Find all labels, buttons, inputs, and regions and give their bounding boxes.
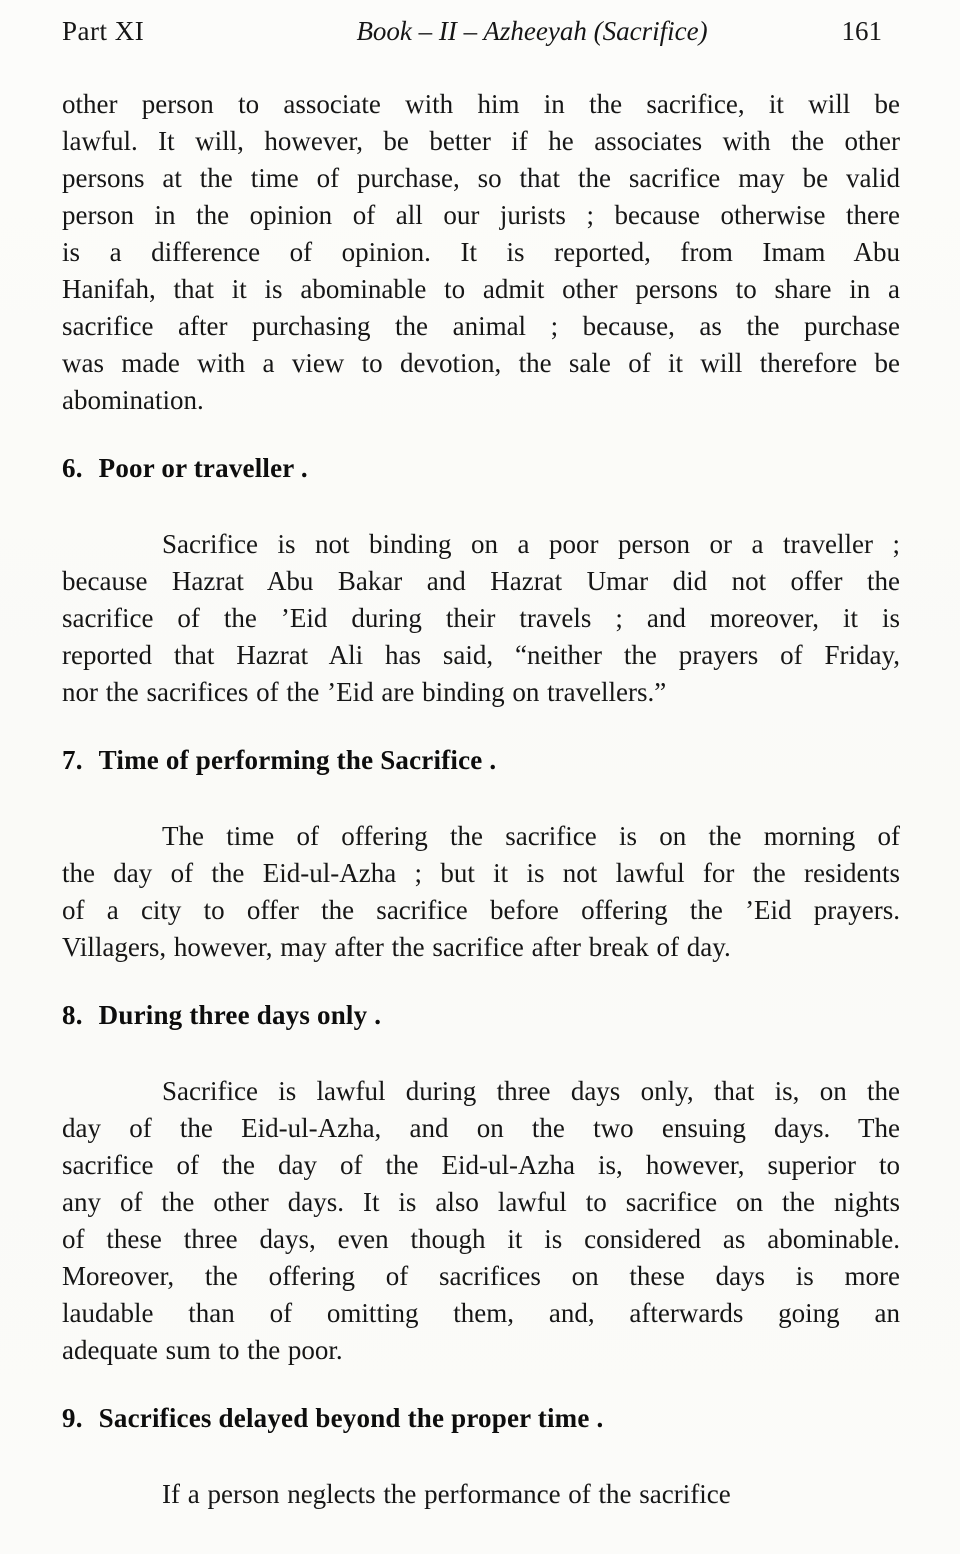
paragraph xyxy=(62,526,900,711)
text-line: Moreover, the offering of sacrifices on these days is more xyxy=(62,1261,900,1291)
page-header xyxy=(62,14,900,48)
book-title: Book – II – Azheeyah (Sacrifice) xyxy=(356,16,708,46)
text-line: Sacrifice is lawful during three days only, that is, on the xyxy=(162,1076,900,1106)
text-line: The time of offering the sacrifice is on the morning of xyxy=(162,821,900,851)
text-line: abomination. xyxy=(62,385,204,415)
text-line: sacrifice after purchasing the animal ; because, as the purchase xyxy=(62,311,900,341)
part-label: Part XI xyxy=(62,16,145,46)
section-heading xyxy=(62,742,900,779)
text-line: nor the sacrifices of the ’Eid are binding on travellers.” xyxy=(62,677,667,707)
page-number: 161 xyxy=(841,16,882,46)
text-line: person in the opinion of all our jurists ; because otherwise there xyxy=(62,200,900,230)
text-line: Sacrifice is not binding on a poor person or a traveller ; xyxy=(162,529,900,559)
text-line: Villagers, however, may after the sacrifice after break of day. xyxy=(62,932,731,962)
paragraph xyxy=(62,1476,900,1513)
paragraph xyxy=(62,818,900,966)
document-content xyxy=(62,86,900,1513)
section-heading xyxy=(62,450,900,487)
text-line: of these three days, even though it is considered as abominable. xyxy=(62,1224,900,1254)
text-line: sacrifice of the day of the Eid-ul-Azha is, however, superior to xyxy=(62,1150,900,1180)
text-line: any of the other days. It is also lawful to sacrifice on the nights xyxy=(62,1187,900,1217)
text-line: persons at the time of purchase, so that the sacrifice may be valid xyxy=(62,163,900,193)
heading-number: 7. xyxy=(62,745,83,775)
text-line: the day of the Eid-ul-Azha ; but it is not lawful for the residents xyxy=(62,858,900,888)
heading-number: 8. xyxy=(62,1000,83,1030)
text-line: other person to associate with him in the sacrifice, it will be xyxy=(62,89,900,119)
text-line: day of the Eid-ul-Azha, and on the two ensuing days. The xyxy=(62,1113,900,1143)
text-line: lawful. It will, however, be better if he associates with the other xyxy=(62,126,900,156)
text-line: reported that Hazrat Ali has said, “neither the prayers of Friday, xyxy=(62,640,900,670)
heading-number: 9. xyxy=(62,1403,83,1433)
heading-text: Poor or traveller . xyxy=(98,453,308,483)
section-heading xyxy=(62,1400,900,1437)
heading-text: Time of performing the Sacrifice . xyxy=(98,745,497,775)
text-line: was made with a view to devotion, the sale of it will therefore be xyxy=(62,348,900,378)
text-line: because Hazrat Abu Bakar and Hazrat Umar did not offer the xyxy=(62,566,900,596)
paragraph xyxy=(62,86,900,419)
text-line: sacrifice of the ’Eid during their travels ; and moreover, it is xyxy=(62,603,900,633)
text-line: If a person neglects the performance of the sacrifice xyxy=(162,1479,731,1509)
heading-text: Sacrifices delayed beyond the proper time . xyxy=(98,1403,604,1433)
text-line: of a city to offer the sacrifice before offering the ’Eid prayers. xyxy=(62,895,900,925)
heading-text: During three days only . xyxy=(98,1000,382,1030)
text-line: adequate sum to the poor. xyxy=(62,1335,343,1365)
heading-number: 6. xyxy=(62,453,83,483)
section-heading xyxy=(62,997,900,1034)
text-line: laudable than of omitting them, and, afterwards going an xyxy=(62,1298,900,1328)
text-line: Hanifah, that it is abominable to admit other persons to share in a xyxy=(62,274,900,304)
paragraph xyxy=(62,1073,900,1369)
text-line: is a difference of opinion. It is reported, from Imam Abu xyxy=(62,237,900,267)
